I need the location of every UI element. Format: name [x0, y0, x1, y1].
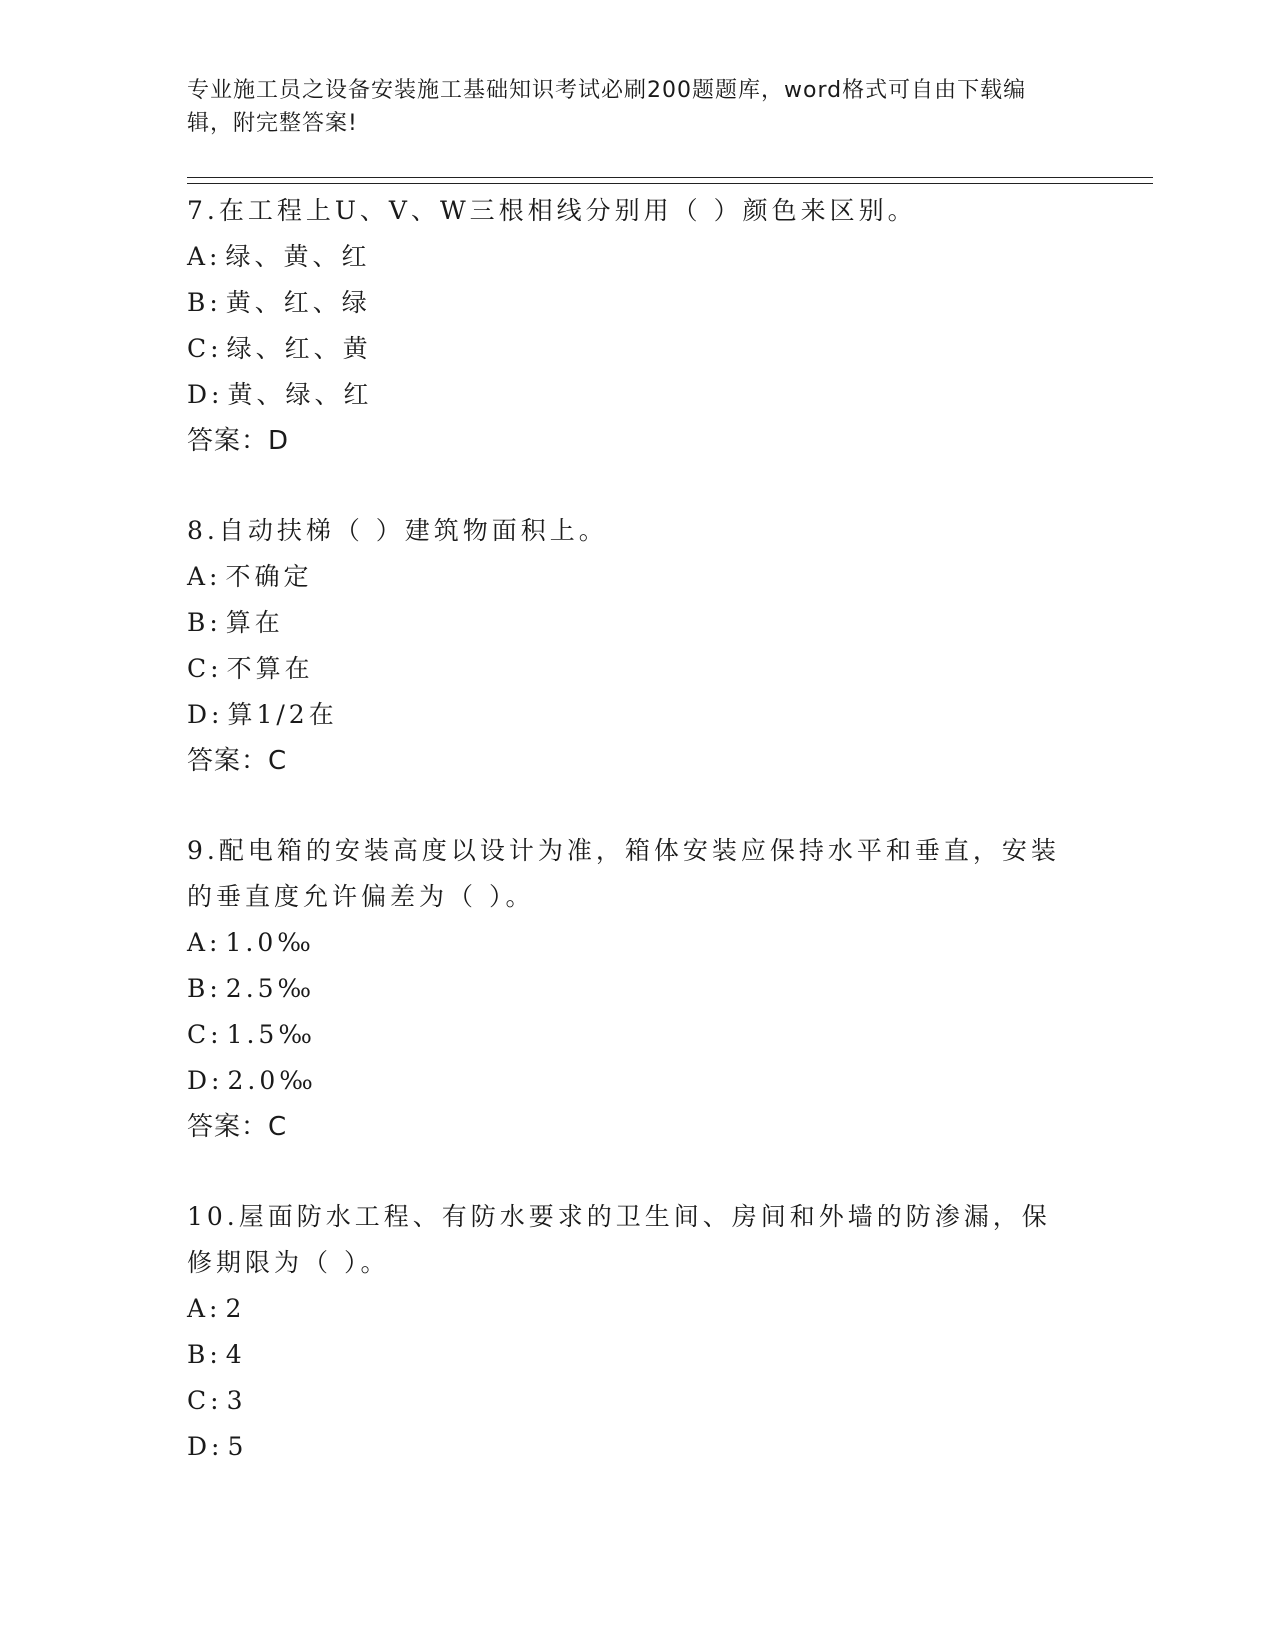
option-letter: A:	[187, 1294, 222, 1323]
question-block	[187, 1194, 1067, 1470]
option-text: 算在	[225, 608, 284, 637]
option-text: 2.5‰	[225, 974, 316, 1003]
question-text: 8.自动扶梯（ ）建筑物面积上。	[187, 516, 608, 545]
answer-line: 答案：C	[187, 1112, 288, 1142]
option-text: 1.5‰	[226, 1020, 316, 1049]
option-b	[187, 1332, 1067, 1378]
option-c	[187, 1378, 1067, 1424]
question-text: 10.屋面防水工程、有防水要求的卫生间、房间和外墙的防渗漏，保修期限为（ ）。	[187, 1202, 1051, 1277]
option-text: 5	[227, 1432, 248, 1461]
option-letter: D:	[187, 380, 224, 409]
option-a	[187, 920, 1067, 966]
option-letter: B:	[187, 608, 222, 637]
option-letter: B:	[187, 1340, 222, 1369]
option-text: 黄、绿、红	[227, 380, 373, 409]
option-text: 2.0‰	[227, 1066, 317, 1095]
option-letter: D:	[187, 1432, 224, 1461]
option-letter: C:	[187, 654, 223, 683]
option-d	[187, 692, 1067, 738]
option-text: 绿、红、黄	[226, 334, 372, 363]
option-letter: D:	[187, 700, 224, 729]
option-text: 算1/2在	[227, 700, 338, 729]
option-a	[187, 554, 1067, 600]
option-c	[187, 326, 1067, 372]
option-a	[187, 1286, 1067, 1332]
option-b	[187, 600, 1067, 646]
option-a	[187, 234, 1067, 280]
option-letter: D:	[187, 1066, 224, 1095]
option-b	[187, 966, 1067, 1012]
option-letter: A:	[187, 242, 222, 271]
answer-line: 答案：D	[187, 426, 290, 456]
answer-line: 答案：C	[187, 746, 288, 776]
option-letter: C:	[187, 334, 223, 363]
option-text: 不算在	[226, 654, 314, 683]
option-letter: C:	[187, 1020, 223, 1049]
option-text: 不确定	[225, 562, 313, 591]
option-c	[187, 1012, 1067, 1058]
option-d	[187, 1424, 1067, 1470]
option-letter: C:	[187, 1386, 223, 1415]
option-b	[187, 280, 1067, 326]
option-text: 2	[225, 1294, 246, 1323]
option-text: 绿、黄、红	[225, 242, 371, 271]
option-letter: A:	[187, 562, 222, 591]
option-letter: A:	[187, 928, 222, 957]
option-letter: B:	[187, 288, 222, 317]
option-d	[187, 1058, 1067, 1104]
document-header-title: 专业施工员之设备安装施工基础知识考试必刷200题题库，word格式可自由下载编辑，附完整答案!	[187, 78, 1027, 136]
option-text: 1.0‰	[225, 928, 315, 957]
question-block	[187, 188, 1067, 464]
option-d	[187, 372, 1067, 418]
header-rule-bottom	[187, 183, 1153, 184]
option-text: 4	[225, 1340, 246, 1369]
question-block	[187, 828, 1067, 1150]
option-text: 黄、红、绿	[225, 288, 371, 317]
question-text: 7.在工程上U、V、W三根相线分别用（ ）颜色来区别。	[187, 196, 917, 225]
option-text: 3	[226, 1386, 247, 1415]
question-text: 9.配电箱的安装高度以设计为准，箱体安装应保持水平和垂直，安装的垂直度允许偏差为（ ）。	[187, 836, 1060, 911]
header-rule-top	[187, 177, 1153, 178]
option-c	[187, 646, 1067, 692]
question-block	[187, 508, 1067, 784]
question-list	[187, 188, 1067, 1514]
option-letter: B:	[187, 974, 222, 1003]
